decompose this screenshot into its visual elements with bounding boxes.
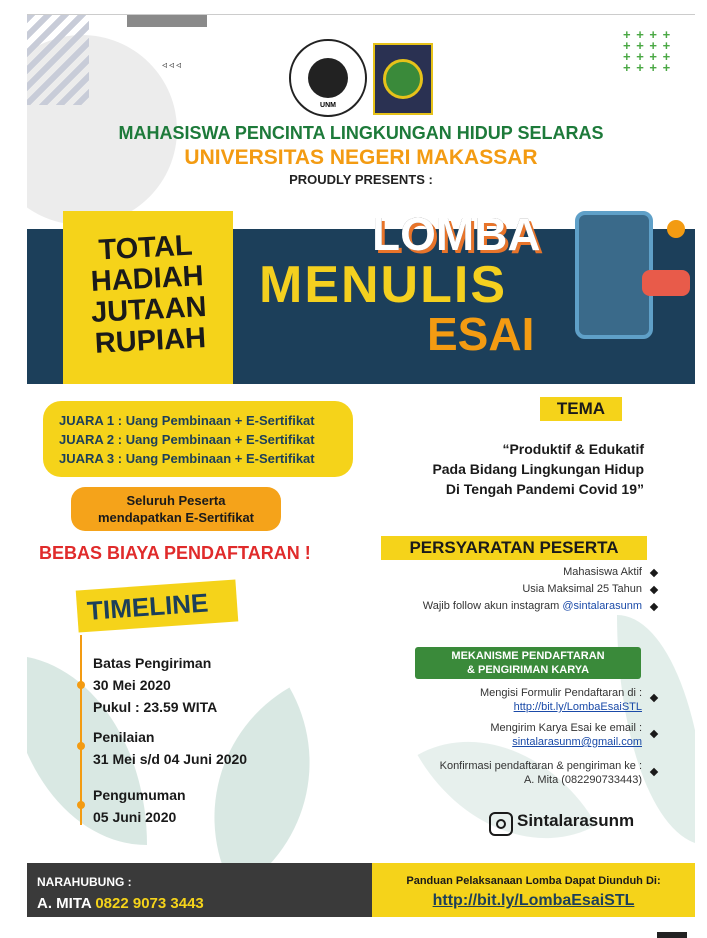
theme-line-3: Di Tengah Pandemi Covid 19” [445,481,644,497]
timeline-heading-box [76,579,239,632]
mechanism-step-1 [327,686,642,714]
email-link[interactable]: sintalarasunm@gmail.com [512,736,642,748]
university-name: UNIVERSITAS NEGERI MAKASSAR [184,146,538,169]
ig-handle[interactable]: @sintalarasunm [562,600,642,612]
mechanism-step-2 [327,721,642,749]
decor-leaf [160,688,365,893]
requirement-3-text: Wajib follow akun instagram [422,600,560,612]
theme-heading: TEMA [540,397,622,421]
title-esai: ESAI [427,308,535,360]
prize-item-3: JUARA 3 : Uang Pembinaan + E-Sertifikat [59,451,315,466]
prize-line-2: HADIAH [90,260,205,298]
requirement-2: Usia Maksimal 25 Tahun [522,583,642,595]
prize-box [63,211,233,384]
mechanism-step-3 [327,759,642,787]
timeline-item-1-extra: Pukul : 23.59 WITA [93,699,218,715]
unm-logo [289,39,367,117]
decor-dot-icon [667,220,685,238]
timeline-heading: TIMELINE [86,587,210,626]
timeline-dot [77,742,85,750]
certificate-line-1: Seluruh Peserta [126,493,226,508]
timeline-item-2-title: Penilaian [93,729,155,745]
title-lomba: LOMBA [372,208,541,260]
timeline-item-1-title: Batas Pengiriman [93,655,212,671]
timeline-item-3-title: Pengumuman [93,787,186,803]
theme-line-1: “Produktif & Edukatif [502,441,644,457]
poster [27,14,695,917]
plus-grid-icon: + + + + + + + + + + + + + + + + [623,27,672,75]
decor-stripes [27,15,89,105]
prize-item-1: JUARA 1 : Uang Pembinaan + E-Sertifikat [59,413,315,428]
certificate-line-2: mendapatkan E-Sertifikat [97,510,255,525]
contact-name: A. MITA [37,895,92,912]
timeline-item-1-date: 30 Mei 2020 [93,677,171,693]
certificate-note [71,487,281,531]
org-line: MAHASISWA PENCINTA LINGKUNGAN HIDUP SELARAS [118,123,604,143]
unm-logo-caption: UNM [320,102,336,109]
guide-link[interactable]: http://bit.ly/LombaEsaiSTL [432,892,635,909]
timeline-item-2-date: 31 Mei s/d 04 Juni 2020 [93,751,248,767]
timeline-dot [77,681,85,689]
presents-line: PROUDLY PRESENTS : [289,172,433,187]
timeline-dot [77,801,85,809]
requirement-1: Mahasiswa Aktif [563,566,642,578]
contact-phone[interactable]: 0822 9073 3443 [95,895,204,912]
prize-item-2: JUARA 2 : Uang Pembinaan + E-Sertifikat [59,432,315,447]
mechanism-step-3-contact: A. Mita (082290733443) [523,774,642,786]
form-link[interactable]: http://bit.ly/LombaEsaiSTL [513,701,642,713]
mechanism-heading-line-1: MEKANISME PENDAFTARAN [451,650,605,662]
mechanism-heading [415,647,641,679]
prize-line-3: JUTAAN [90,290,208,329]
requirement-3 [327,600,642,612]
timeline-item-3-date: 05 Juni 2020 [93,809,177,825]
free-registration: BEBAS BIAYA PENDAFTARAN ! [39,543,311,563]
arrows-icon: ◃◃◃ [162,60,184,71]
prize-text [60,229,236,362]
requirements-heading: PERSYARATAN PESERTA [381,536,647,560]
unm-emblem-icon [308,58,348,98]
sintalaras-logo [373,43,433,115]
title-menulis: MENULIS [259,256,507,314]
diamond-icon [650,603,658,611]
mechanism-heading-line-2: & PENGIRIMAN KARYA [466,664,590,676]
prize-line-4: RUPIAH [94,322,207,360]
mechanism-step-3-text: Konfirmasi pendaftaran & pengiriman ke : [439,760,642,772]
contact-info [37,895,204,912]
prize-line-1: TOTAL [97,229,194,267]
theme-line-2: Pada Bidang Lingkungan Hidup [432,461,644,477]
chat-bubble-icon [642,270,690,296]
corner-mark [657,932,687,938]
diamond-icon [650,569,658,577]
mechanism-step-1-text: Mengisi Formulir Pendaftaran di : [479,687,642,699]
diamond-icon [650,586,658,594]
timeline-line [80,635,82,825]
mechanism-step-2-text: Mengirim Karya Esai ke email : [490,722,642,734]
sintalaras-emblem-icon [383,59,423,99]
decor-topbar [127,15,207,27]
prize-list [43,401,353,477]
guide-text: Panduan Pelaksanaan Lomba Dapat Diunduh Di: [406,875,661,887]
instagram-icon [489,812,513,836]
instagram-handle[interactable]: Sintalarasunm [517,811,635,830]
contact-label: NARAHUBUNG : [37,875,132,889]
